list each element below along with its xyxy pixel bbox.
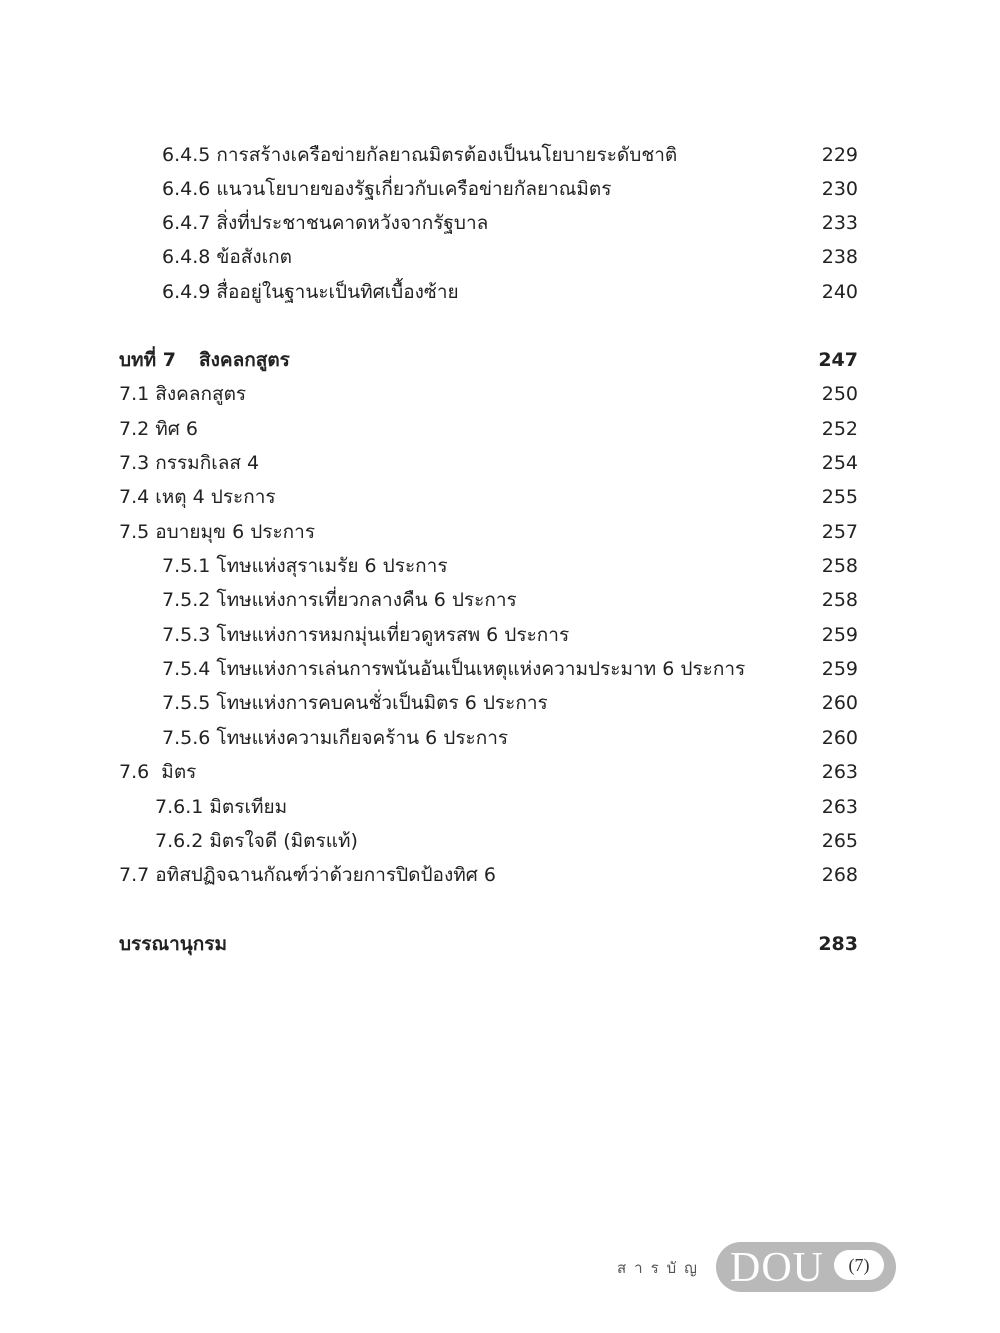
toc-entry-page: 259 <box>821 624 858 646</box>
toc-entry-title: 6.4.9 สื่ออยู่ในฐานะเป็นทิศเบื้องซ้าย <box>162 281 459 303</box>
toc-entry-title: 7.5 อบายมุข 6 ประการ <box>119 521 316 543</box>
toc-entry-page: 254 <box>821 452 858 474</box>
toc-entry-6-4-6[interactable] <box>0 172 1000 206</box>
toc-entry-7-5-6[interactable] <box>0 721 1000 755</box>
toc-entry-bibliography[interactable] <box>0 927 1000 961</box>
toc-entry-title: 7.6 มิตร <box>119 761 197 783</box>
toc-entry-title: บรรณานุกรม <box>119 933 227 955</box>
toc-entry-title: 7.6.2 มิตรใจดี (มิตรแท้) <box>155 830 358 852</box>
toc-entry-page: 229 <box>821 144 858 166</box>
toc-entry-page: 233 <box>821 212 858 234</box>
toc-entry-title: 7.7 อทิสปฏิจฉานกัณฑ์ว่าด้วยการปิดป้องทิศ 6 <box>119 864 496 886</box>
toc-entry-7-5-4[interactable] <box>0 652 1000 686</box>
chapter-title: สิงคลกสูตร <box>199 349 290 371</box>
toc-entry-6-4-7[interactable] <box>0 206 1000 240</box>
toc-entry-6-4-5[interactable] <box>0 138 1000 172</box>
toc-entry-7-7[interactable] <box>0 858 1000 892</box>
toc-entry-title: 6.4.7 สิ่งที่ประชาชนคาดหวังจากรัฐบาล <box>162 212 489 234</box>
toc-entry-page: 257 <box>821 521 858 543</box>
toc-entry-7-1[interactable] <box>0 377 1000 411</box>
toc-entry-7-5-1[interactable] <box>0 549 1000 583</box>
toc-entry-title: 7.5.5 โทษแห่งการคบคนชั่วเป็นมิตร 6 ประการ <box>162 692 548 714</box>
toc-entry-title: 7.5.4 โทษแห่งการเล่นการพนันอันเป็นเหตุแห่งความประมาท 6 ประการ <box>162 658 746 680</box>
toc-entry-6-4-8[interactable] <box>0 240 1000 274</box>
toc-entry-title: 7.4 เหตุ 4 ประการ <box>119 486 276 508</box>
toc-entry-7-6[interactable] <box>0 755 1000 789</box>
toc-entry-7-6-2[interactable] <box>0 824 1000 858</box>
toc-entry-page: 250 <box>821 383 858 405</box>
toc-entry-page: 238 <box>821 246 858 268</box>
page-number: (7) <box>834 1250 884 1280</box>
toc-entry-7-5[interactable] <box>0 515 1000 549</box>
toc-entry-title: 7.5.6 โทษแห่งความเกียจคร้าน 6 ประการ <box>162 727 509 749</box>
footer-section-title: สารบัญ <box>617 1259 705 1277</box>
toc-entry-7-6-1[interactable] <box>0 790 1000 824</box>
toc-entry-title: 6.4.5 การสร้างเครือข่ายกัลยาณมิตรต้องเป็นนโยบายระดับชาติ <box>162 144 678 166</box>
toc-entry-title: 7.6.1 มิตรเทียม <box>155 796 288 818</box>
toc-entry-page: 260 <box>821 692 858 714</box>
toc-entry-page: 252 <box>821 418 858 440</box>
toc-entry-title: 7.1 สิงคลกสูตร <box>119 383 247 405</box>
toc-entry-7-3[interactable] <box>0 446 1000 480</box>
toc-entry-title: 7.5.3 โทษแห่งการหมกมุ่นเที่ยวดูหรสพ 6 ประการ <box>162 624 570 646</box>
toc-entry-page: 260 <box>821 727 858 749</box>
toc-entry-page: 268 <box>821 864 858 886</box>
toc-entry-page: 263 <box>821 796 858 818</box>
toc-entry-page: 283 <box>818 933 858 955</box>
toc-entry-6-4-9[interactable] <box>0 275 1000 309</box>
toc-entry-page: 240 <box>821 281 858 303</box>
toc-entry-title: 7.5.2 โทษแห่งการเที่ยวกลางคืน 6 ประการ <box>162 589 517 611</box>
toc-entry-7-5-2[interactable] <box>0 583 1000 617</box>
toc-entry-page: 263 <box>821 761 858 783</box>
footer-badge <box>716 1242 896 1292</box>
toc-entry-title: 6.4.8 ข้อสังเกต <box>162 246 292 268</box>
chapter-label: บทที่ 7 <box>119 349 176 371</box>
toc-entry-page: 259 <box>821 658 858 680</box>
page-footer <box>0 1240 1000 1300</box>
toc-entry-title: 7.5.1 โทษแห่งสุราเมรัย 6 ประการ <box>162 555 448 577</box>
toc-chapter-7[interactable] <box>0 343 1000 377</box>
toc-entry-7-2[interactable] <box>0 412 1000 446</box>
toc-entry-page: 265 <box>821 830 858 852</box>
toc-entry-title: 6.4.6 แนวนโยบายของรัฐเกี่ยวกับเครือข่ายกัลยาณมิตร <box>162 178 612 200</box>
toc-entry-page: 255 <box>821 486 858 508</box>
toc-entry-title: 7.3 กรรมกิเลส 4 <box>119 452 260 474</box>
toc-entry-page: 258 <box>821 555 858 577</box>
toc-entry-page: 258 <box>821 589 858 611</box>
toc-entry-title: 7.2 ทิศ 6 <box>119 418 198 440</box>
dou-logo: DOU <box>730 1245 824 1291</box>
toc-entry-7-5-3[interactable] <box>0 618 1000 652</box>
toc-entry-7-5-5[interactable] <box>0 686 1000 720</box>
toc-entry-page: 247 <box>818 349 858 371</box>
toc-entry-page: 230 <box>821 178 858 200</box>
toc-entry-7-4[interactable] <box>0 480 1000 514</box>
toc-chapter-heading <box>119 343 290 377</box>
